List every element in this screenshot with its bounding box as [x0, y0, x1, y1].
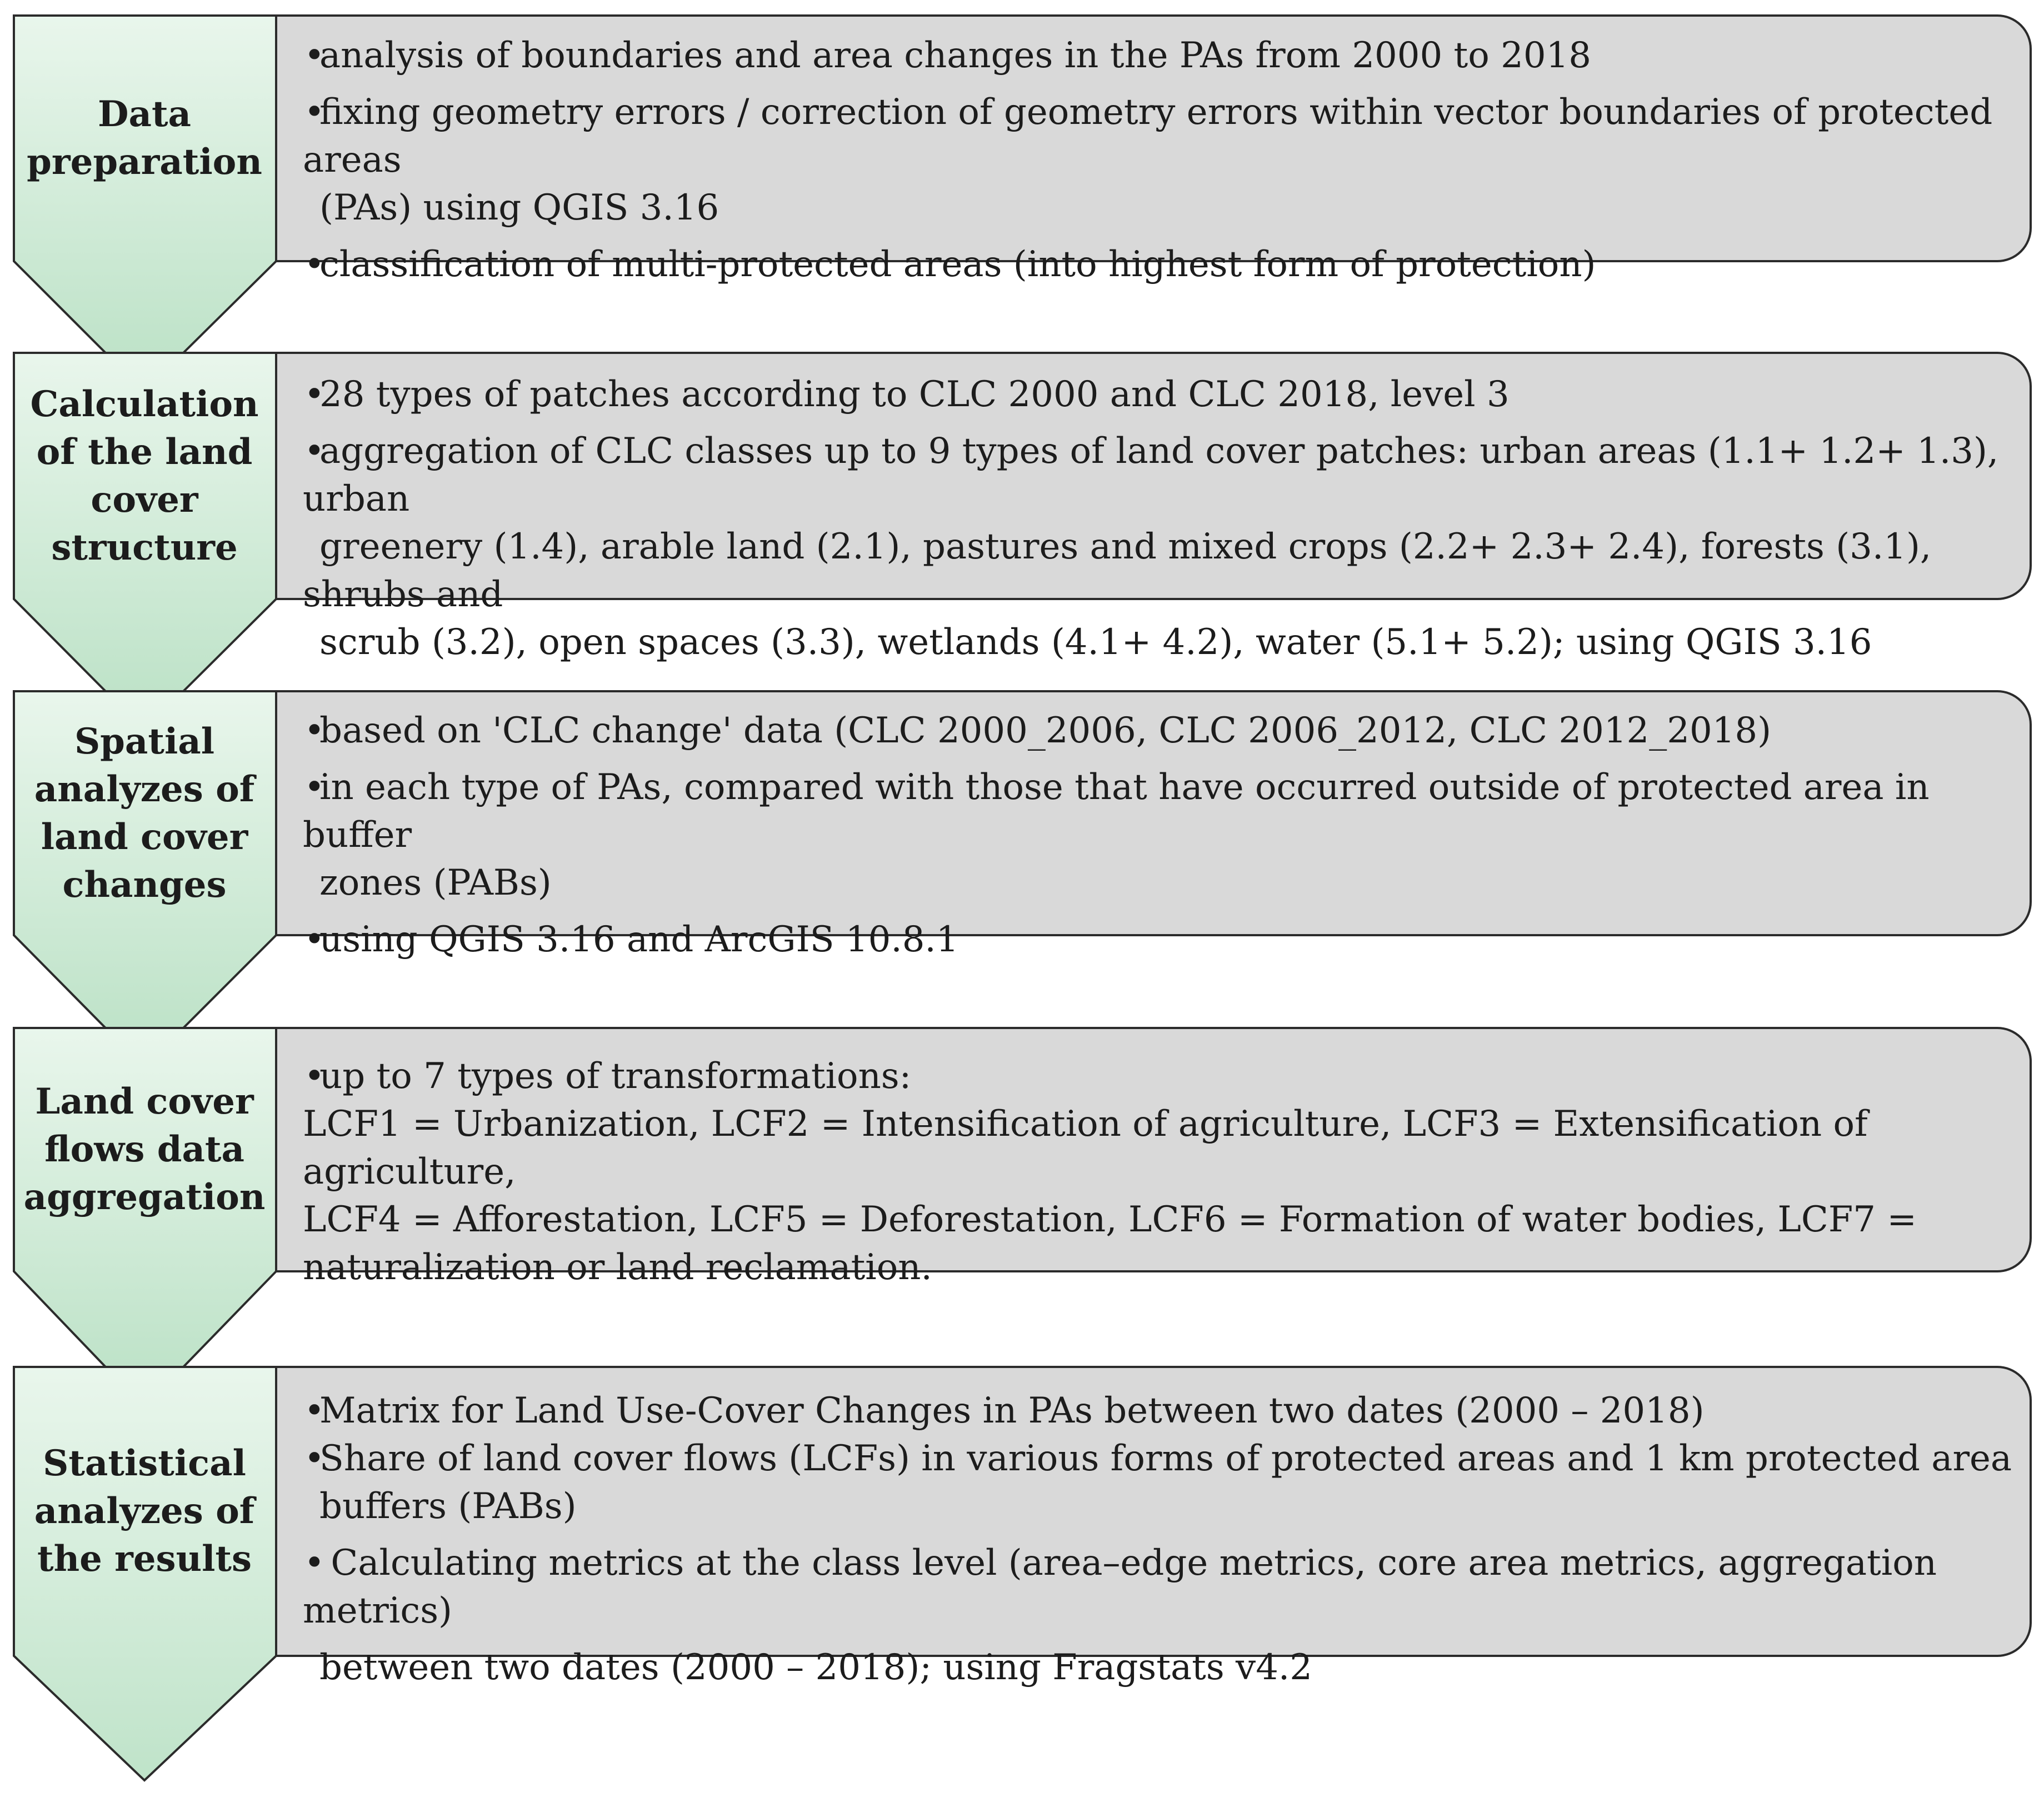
step-4-item: LCF1 = Urbanization, LCF2 = Intensification of agriculture, LCF3 = Extensification of agriculture,	[303, 1104, 1868, 1192]
step-1-item: •classification of multi-protected areas (into highest form of protection)	[303, 241, 2025, 288]
step-3-item: •based on 'CLC change' data (CLC 2000_2006, CLC 2006_2012, CLC 2012_2018)	[303, 707, 2025, 755]
step-5-item: • Calculating metrics at the class level (area–edge metrics, core area metrics, aggregation metrics)	[303, 1539, 2025, 1635]
bullet-icon: •	[304, 710, 325, 751]
step-1-title: Data preparation	[27, 93, 262, 183]
step-4-item: naturalization or land reclamation.	[303, 1247, 932, 1288]
bullet-icon: •	[304, 374, 325, 415]
bullet-icon: •	[304, 92, 325, 133]
step-4-details	[303, 1052, 2025, 1291]
step-3-item: •using QGIS 3.16 and ArcGIS 10.8.1	[303, 916, 2025, 964]
step-4-item: LCF4 = Afforestation, LCF5 = Deforestation, LCF6 = Formation of water bodies, LCF7 =	[303, 1199, 1917, 1240]
step-1-details	[303, 32, 2025, 288]
step-1-item: •analysis of boundaries and area changes in the PAs from 2000 to 2018	[303, 32, 2025, 79]
step-5-item: •Matrix for Land Use-Cover Changes in PAs between two dates (2000 – 2018)	[303, 1387, 2025, 1435]
bullet-icon: •	[304, 1438, 325, 1479]
step-2-details	[303, 371, 2025, 666]
step-4-title: Land cover flows data aggregation	[23, 1081, 266, 1218]
step-5-details	[303, 1387, 2025, 1691]
step-4-item: •up to 7 types of transformations:	[303, 1052, 2025, 1100]
bullet-icon: •	[304, 919, 325, 960]
step-1-item: •fixing geometry errors / correction of geometry errors within vector boundaries of protected areas	[303, 88, 2025, 184]
step-5-title: Statistical analyzes of the results	[34, 1442, 255, 1580]
step-1-item: (PAs) using QGIS 3.16	[319, 187, 719, 228]
step-2-item: •28 types of patches according to CLC 2000 and CLC 2018, level 3	[303, 371, 2025, 418]
bullet-icon: •	[304, 1056, 325, 1097]
bullet-icon: •	[304, 244, 325, 285]
bullet-icon: •	[304, 35, 325, 76]
step-2-item: •aggregation of CLC classes up to 9 types of land cover patches: urban areas (1.1+ 1.2+ 1.3), urban	[303, 427, 2025, 523]
step-2-item: greenery (1.4), arable land (2.1), pastures and mixed crops (2.2+ 2.3+ 2.4), forests (3.1), shrubs and	[303, 526, 1932, 615]
bullet-icon: •	[304, 767, 325, 808]
step-3-details	[303, 707, 2025, 964]
step-3-item: zones (PABs)	[319, 862, 552, 904]
step-3-title: Spatial analyzes of land cover changes	[34, 720, 255, 906]
step-2-item: scrub (3.2), open spaces (3.3), wetlands (4.1+ 4.2), water (5.1+ 5.2); using QGIS 3.16	[319, 622, 1872, 663]
step-5-item: •Share of land cover flows (LCFs) in various forms of protected areas and 1 km protected area	[303, 1435, 2025, 1482]
step-2-title: Calculation of the land cover structure	[30, 383, 259, 568]
step-3-item: •in each type of PAs, compared with those that have occurred outside of protected area in buffer	[303, 763, 2025, 859]
bullet-icon: •	[304, 431, 325, 472]
bullet-icon: •	[304, 1543, 325, 1584]
step-5-item: between two dates (2000 – 2018); using Fragstats v4.2	[319, 1647, 1312, 1688]
step-5-item: buffers (PABs)	[319, 1486, 577, 1527]
bullet-icon: •	[304, 1390, 325, 1431]
